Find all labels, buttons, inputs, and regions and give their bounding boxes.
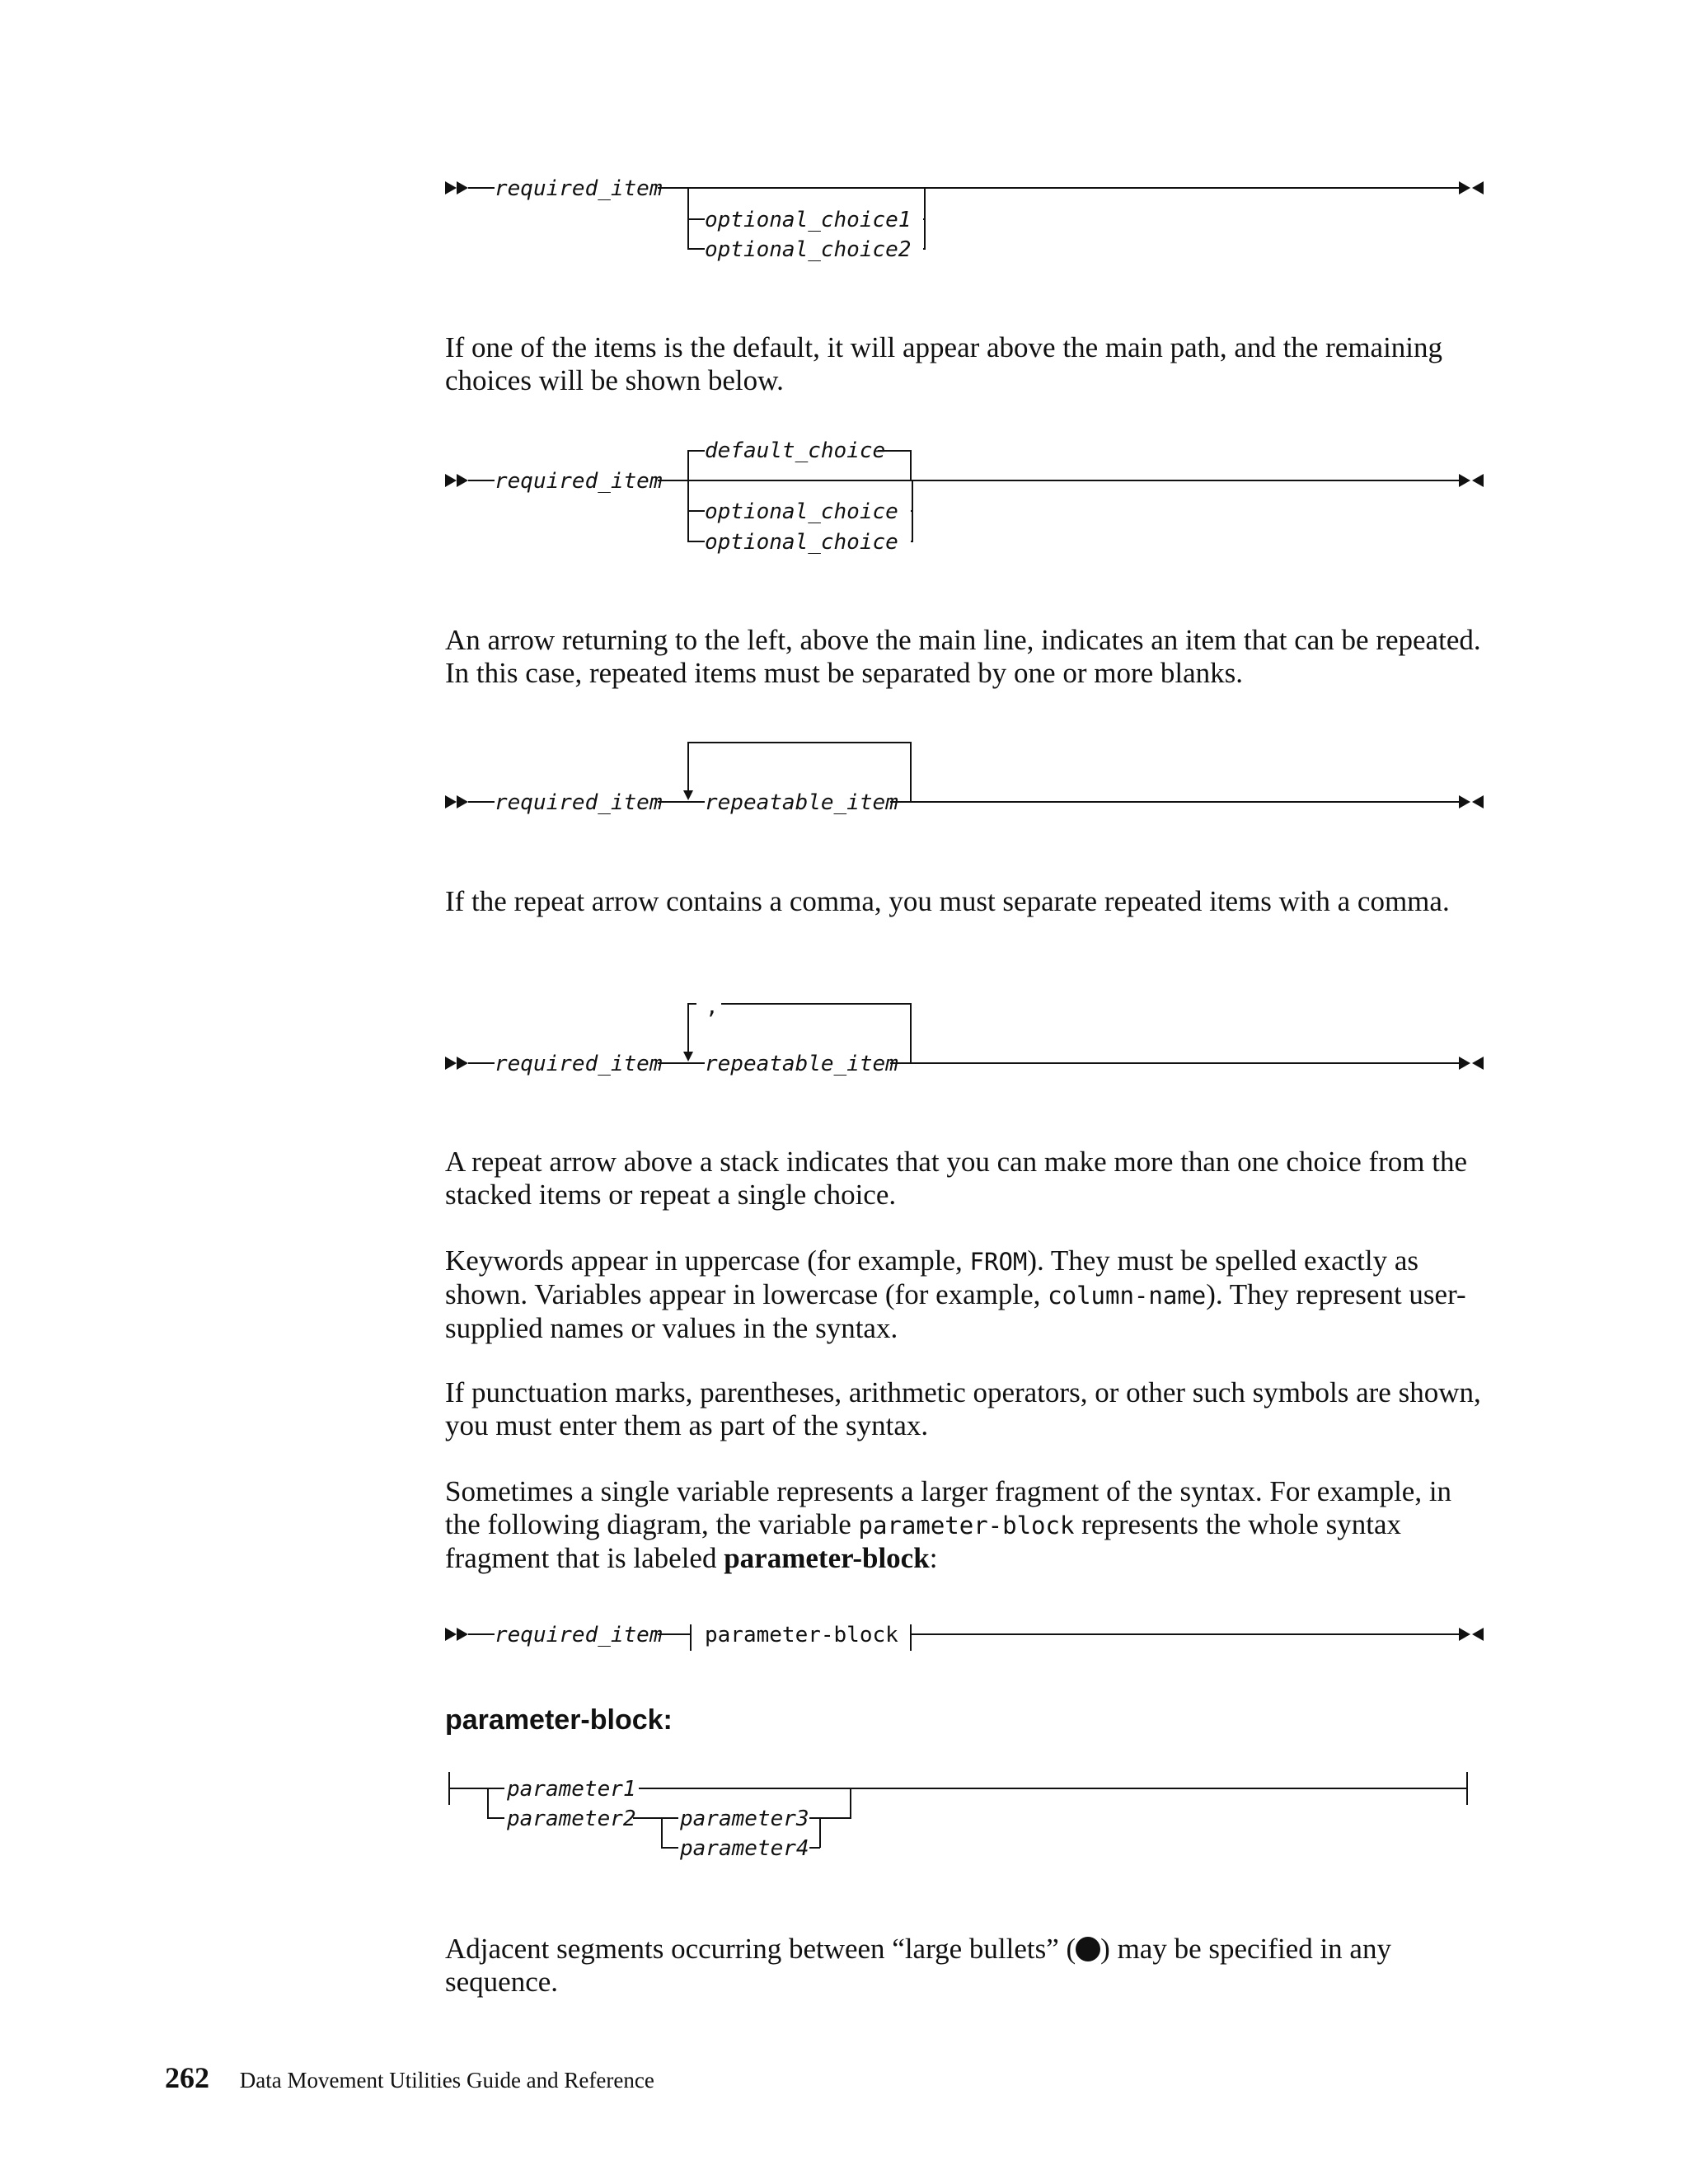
paragraph-large-bullets: Adjacent segments occurring between “large bullets” ( ) may be specified in any sequence.: [445, 1933, 1391, 1998]
large-bullet-icon: [1076, 1937, 1100, 1961]
paragraph-fragment: Sometimes a single variable represents a larger fragment of the syntax. For example, in the following diagram, the variable parameter-block represents the whole syntax fragment that is labeled parameter-block:: [445, 1475, 1452, 1574]
parameter3-label: parameter3: [680, 1807, 809, 1831]
footer-title: Data Movement Utilities Guide and Reference: [239, 2068, 654, 2093]
syntax-diagram-repeatable-item: [429, 729, 1500, 820]
paragraph-repeat-stack: A repeat arrow above a stack indicates that you can make more than one choice from the stacked items or repeat a single choice.: [445, 1146, 1468, 1211]
syntax-diagram-default-choice: [429, 429, 1500, 560]
optional-choice-label-2: optional_choice: [705, 530, 898, 555]
optional-choice2-label: optional_choice2: [705, 237, 912, 262]
repeatable-item-label: repeatable_item: [705, 790, 898, 815]
repeatable-item-label: repeatable_item: [705, 1052, 898, 1076]
fragment-label-bold: parameter-block: [724, 1542, 930, 1574]
page-footer: [165, 2060, 654, 2095]
required-item-label: required_item: [495, 790, 663, 815]
required-item-label: required_item: [495, 469, 663, 494]
default-choice-label: default_choice: [705, 438, 886, 463]
fragment-variable: parameter-block: [858, 1511, 1075, 1540]
paragraph-comma-repeat: If the repeat arrow contains a comma, you must separate repeated items with a comma.: [445, 885, 1450, 917]
syntax-diagram-optional-choices: [429, 165, 1500, 272]
comma-separator: ,: [706, 995, 719, 1019]
paragraph-punctuation: If punctuation marks, parentheses, arithmetic operators, or other such symbols are shown, you must enter them as part of the syntax.: [445, 1376, 1481, 1441]
paragraph-keywords-variables: Keywords appear in uppercase (for example, FROM). They must be spelled exactly as shown. Variables appear in lowercase (for example, column-name). They represent user-supplied names or values in the syntax.: [445, 1244, 1466, 1344]
required-item-label: required_item: [495, 176, 663, 201]
variable-example: column-name: [1048, 1282, 1207, 1310]
parameter2-label: parameter2: [507, 1807, 636, 1831]
required-item-label: required_item: [495, 1052, 663, 1076]
parameter1-label: parameter1: [507, 1777, 636, 1802]
syntax-diagram-comma-repeat: [429, 989, 1500, 1080]
parameter4-label: parameter4: [680, 1836, 809, 1861]
required-item-label: required_item: [495, 1623, 663, 1647]
syntax-diagram-parameter-block: [429, 1764, 1500, 1871]
optional-choice-label: optional_choice: [705, 499, 898, 524]
paragraph-default-choice: If one of the items is the default, it will appear above the main path, and the remaining choices will be shown below.: [445, 331, 1443, 396]
paragraph-repeat-arrow: An arrow returning to the left, above the main line, indicates an item that can be repeated. In this case, repeated items must be separated by one or more blanks.: [445, 624, 1481, 689]
optional-choice1-label: optional_choice1: [705, 208, 912, 232]
page-number: 262: [165, 2061, 209, 2094]
fragment-heading: parameter-block:: [445, 1704, 673, 1736]
keyword-example: FROM: [969, 1248, 1028, 1276]
syntax-diagram-fragment-reference: [429, 1603, 1500, 1661]
parameter-block-reference: parameter-block: [705, 1623, 898, 1647]
